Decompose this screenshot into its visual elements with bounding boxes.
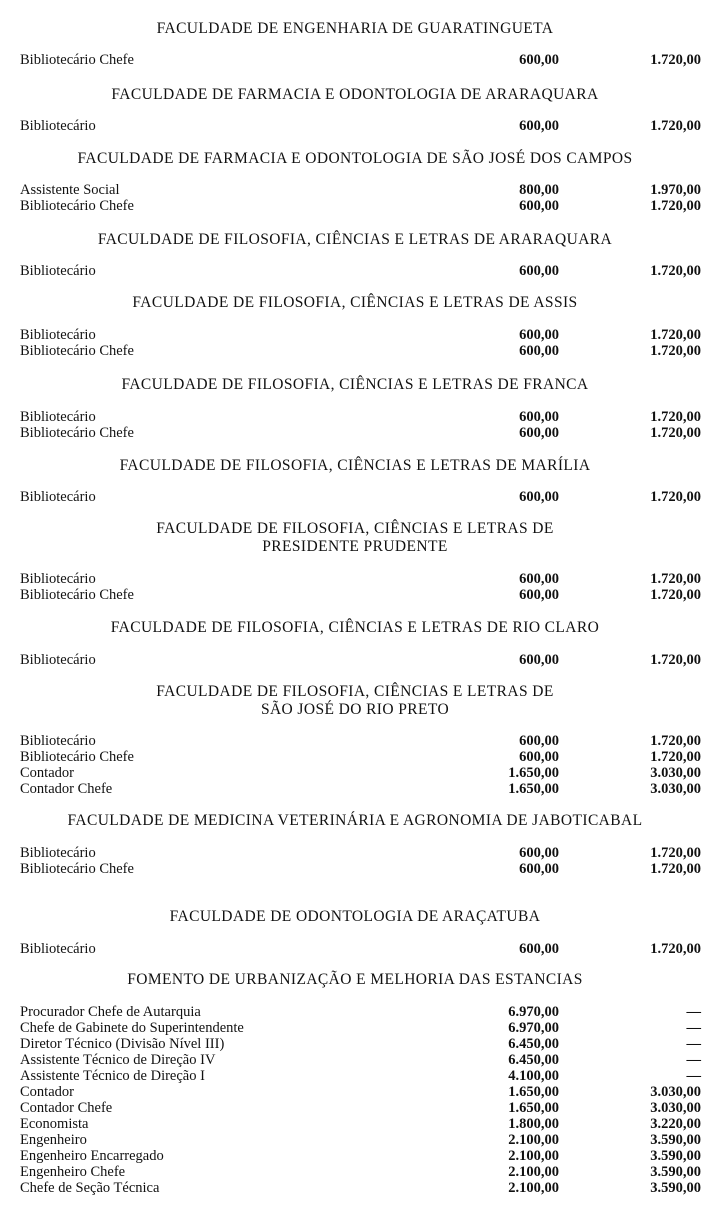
salary-value-1: 600,00	[519, 652, 559, 668]
salary-value-1: 1.800,00	[508, 1116, 559, 1132]
salary-value-2: 1.720,00	[650, 861, 701, 877]
table-row	[0, 571, 710, 587]
salary-value-1: 600,00	[519, 845, 559, 861]
salary-value-2: 1.720,00	[650, 733, 701, 749]
position-title: Contador	[20, 1084, 74, 1100]
position-title: Bibliotecário Chefe	[20, 425, 134, 441]
section-heading: FACULDADE DE ENGENHARIA DE GUARATINGUETA	[156, 20, 554, 37]
table-row	[0, 1068, 710, 1084]
section-heading: FACULDADE DE FARMACIA E ODONTOLOGIA DE ARARAQUARA	[111, 86, 599, 103]
table-row	[0, 652, 710, 668]
salary-value-2: 1.720,00	[650, 263, 701, 279]
position-title: Bibliotecário	[20, 733, 96, 749]
position-title: Bibliotecário	[20, 571, 96, 587]
salary-value-2: 1.720,00	[650, 587, 701, 603]
salary-value-2: —	[686, 1052, 701, 1068]
salary-value-1: 600,00	[519, 733, 559, 749]
position-title: Bibliotecário Chefe	[20, 749, 134, 765]
position-title: Bibliotecário	[20, 845, 96, 861]
position-title: Bibliotecário	[20, 489, 96, 505]
salary-value-1: 4.100,00	[508, 1068, 559, 1084]
salary-value-2: 1.720,00	[650, 845, 701, 861]
position-title: Assistente Técnico de Direção I	[20, 1068, 205, 1084]
section-heading: PRESIDENTE PRUDENTE	[262, 538, 448, 555]
table-row	[0, 587, 710, 603]
position-title: Contador Chefe	[20, 1100, 113, 1116]
section-heading: FACULDADE DE FILOSOFIA, CIÊNCIAS E LETRAS DE	[156, 683, 554, 700]
position-title: Assistente Técnico de Direção IV	[20, 1052, 216, 1068]
table-row	[0, 1004, 710, 1020]
position-title: Bibliotecário	[20, 652, 96, 668]
salary-value-1: 600,00	[519, 489, 559, 505]
salary-value-2: 1.720,00	[650, 749, 701, 765]
section-heading: FACULDADE DE FARMACIA E ODONTOLOGIA DE SÃO JOSÉ DOS CAMPOS	[77, 150, 633, 167]
table-row	[0, 733, 710, 749]
position-title: Bibliotecário Chefe	[20, 198, 134, 214]
salary-value-2: 1.720,00	[650, 118, 701, 134]
section-heading: FACULDADE DE FILOSOFIA, CIÊNCIAS E LETRAS DE	[156, 520, 554, 537]
salary-value-2: —	[686, 1068, 701, 1084]
salary-value-1: 1.650,00	[508, 781, 559, 797]
section-heading: FACULDADE DE FILOSOFIA, CIÊNCIAS E LETRAS DE FRANCA	[121, 376, 589, 393]
table-row	[0, 1052, 710, 1068]
salary-value-2: —	[686, 1036, 701, 1052]
section-heading: FOMENTO DE URBANIZAÇÃO E MELHORIA DAS ESTANCIAS	[127, 971, 583, 988]
salary-value-2: —	[686, 1020, 701, 1036]
section-heading: SÃO JOSÉ DO RIO PRETO	[260, 701, 450, 718]
table-row	[0, 1132, 710, 1148]
table-row	[0, 781, 710, 797]
table-row	[0, 425, 710, 441]
position-title: Assistente Social	[20, 182, 120, 198]
table-row	[0, 765, 710, 781]
table-row	[0, 1148, 710, 1164]
section-heading: FACULDADE DE FILOSOFIA, CIÊNCIAS E LETRAS DE RIO CLARO	[110, 619, 600, 636]
salary-value-1: 600,00	[519, 198, 559, 214]
table-row	[0, 118, 710, 134]
salary-value-1: 600,00	[519, 425, 559, 441]
salary-value-2: 1.720,00	[650, 489, 701, 505]
table-row	[0, 489, 710, 505]
salary-value-2: 1.970,00	[650, 182, 701, 198]
table-row	[0, 263, 710, 279]
salary-value-1: 600,00	[519, 571, 559, 587]
section-heading: FACULDADE DE FILOSOFIA, CIÊNCIAS E LETRAS DE MARÍLIA	[119, 457, 591, 474]
salary-value-1: 600,00	[519, 587, 559, 603]
salary-value-1: 600,00	[519, 941, 559, 957]
salary-value-1: 6.970,00	[508, 1004, 559, 1020]
table-row	[0, 343, 710, 359]
table-row	[0, 1116, 710, 1132]
table-row	[0, 749, 710, 765]
position-title: Contador	[20, 765, 74, 781]
section-heading: FACULDADE DE FILOSOFIA, CIÊNCIAS E LETRAS DE ARARAQUARA	[97, 231, 613, 248]
position-title: Bibliotecário Chefe	[20, 343, 134, 359]
salary-value-1: 800,00	[519, 182, 559, 198]
table-row	[0, 1036, 710, 1052]
salary-value-2: 3.030,00	[650, 781, 701, 797]
table-row	[0, 1100, 710, 1116]
salary-value-1: 6.970,00	[508, 1020, 559, 1036]
section-heading: FACULDADE DE ODONTOLOGIA DE ARAÇATUBA	[169, 908, 541, 925]
position-title: Bibliotecário Chefe	[20, 861, 134, 877]
salary-value-2: 1.720,00	[650, 52, 701, 68]
section-heading: FACULDADE DE MEDICINA VETERINÁRIA E AGRONOMIA DE JABOTICABAL	[67, 812, 643, 829]
position-title: Engenheiro Encarregado	[20, 1148, 164, 1164]
position-title: Bibliotecário Chefe	[20, 587, 134, 603]
salary-value-1: 600,00	[519, 861, 559, 877]
salary-value-1: 6.450,00	[508, 1036, 559, 1052]
table-row	[0, 941, 710, 957]
salary-value-2: 3.590,00	[650, 1132, 701, 1148]
position-title: Economista	[20, 1116, 89, 1132]
salary-value-2: 3.590,00	[650, 1164, 701, 1180]
table-row	[0, 1180, 710, 1196]
position-title: Contador Chefe	[20, 781, 113, 797]
position-title: Diretor Técnico (Divisão Nível III)	[20, 1036, 225, 1052]
salary-value-2: 1.720,00	[650, 425, 701, 441]
salary-value-2: 3.590,00	[650, 1180, 701, 1196]
table-row	[0, 861, 710, 877]
salary-value-1: 600,00	[519, 343, 559, 359]
table-row	[0, 182, 710, 198]
position-title: Procurador Chefe de Autarquia	[20, 1004, 201, 1020]
salary-value-2: 1.720,00	[650, 327, 701, 343]
table-row	[0, 1084, 710, 1100]
salary-value-1: 2.100,00	[508, 1148, 559, 1164]
salary-value-2: 3.030,00	[650, 765, 701, 781]
table-row	[0, 409, 710, 425]
position-title: Bibliotecário	[20, 409, 96, 425]
salary-value-2: —	[686, 1004, 701, 1020]
table-row	[0, 327, 710, 343]
position-title: Chefe de Seção Técnica	[20, 1180, 160, 1196]
salary-value-2: 3.590,00	[650, 1148, 701, 1164]
salary-value-1: 6.450,00	[508, 1052, 559, 1068]
salary-value-2: 1.720,00	[650, 941, 701, 957]
salary-value-1: 1.650,00	[508, 765, 559, 781]
salary-value-2: 1.720,00	[650, 409, 701, 425]
table-row	[0, 1020, 710, 1036]
salary-value-1: 600,00	[519, 263, 559, 279]
salary-value-1: 2.100,00	[508, 1164, 559, 1180]
salary-value-2: 1.720,00	[650, 343, 701, 359]
position-title: Chefe de Gabinete do Superintendente	[20, 1020, 244, 1036]
position-title: Engenheiro	[20, 1132, 87, 1148]
position-title: Bibliotecário Chefe	[20, 52, 134, 68]
salary-value-1: 2.100,00	[508, 1132, 559, 1148]
table-row	[0, 845, 710, 861]
salary-value-1: 2.100,00	[508, 1180, 559, 1196]
salary-value-2: 1.720,00	[650, 198, 701, 214]
position-title: Bibliotecário	[20, 941, 96, 957]
table-row	[0, 52, 710, 68]
salary-value-2: 3.030,00	[650, 1100, 701, 1116]
salary-value-2: 3.220,00	[650, 1116, 701, 1132]
salary-value-1: 1.650,00	[508, 1084, 559, 1100]
salary-value-1: 600,00	[519, 327, 559, 343]
salary-value-1: 600,00	[519, 409, 559, 425]
salary-value-2: 1.720,00	[650, 652, 701, 668]
salary-value-2: 1.720,00	[650, 571, 701, 587]
salary-value-1: 1.650,00	[508, 1100, 559, 1116]
position-title: Bibliotecário	[20, 263, 96, 279]
salary-value-1: 600,00	[519, 52, 559, 68]
table-row	[0, 1164, 710, 1180]
salary-value-1: 600,00	[519, 118, 559, 134]
salary-value-1: 600,00	[519, 749, 559, 765]
salary-value-2: 3.030,00	[650, 1084, 701, 1100]
table-row	[0, 198, 710, 214]
position-title: Bibliotecário	[20, 118, 96, 134]
position-title: Bibliotecário	[20, 327, 96, 343]
section-heading: FACULDADE DE FILOSOFIA, CIÊNCIAS E LETRAS DE ASSIS	[132, 294, 578, 311]
position-title: Engenheiro Chefe	[20, 1164, 126, 1180]
